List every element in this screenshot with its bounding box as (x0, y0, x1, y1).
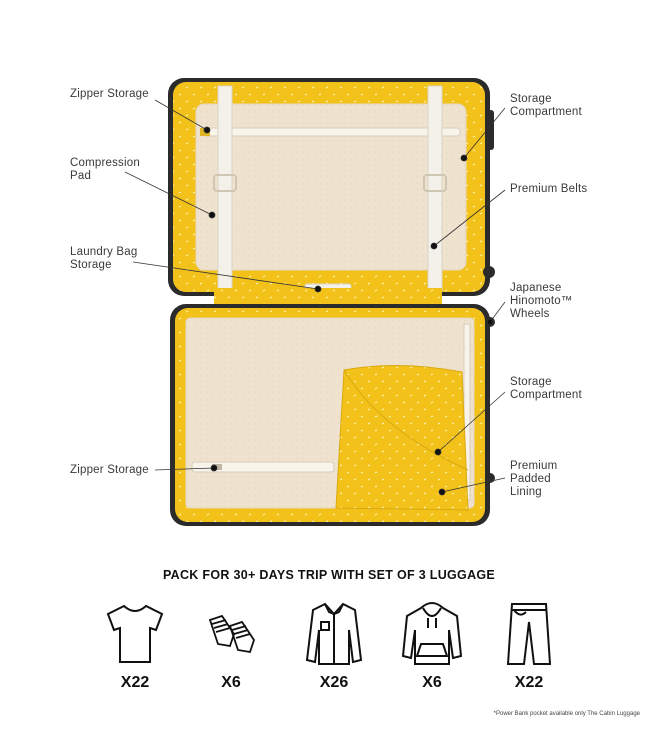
item-trousers: X22 (489, 600, 569, 692)
pack-headline: PACK FOR 30+ DAYS TRIP WITH SET OF 3 LUGGAGE (162, 568, 496, 582)
trousers-icon (498, 600, 560, 666)
item-shoes: X6 (191, 600, 271, 692)
item-tshirts: X22 (95, 600, 175, 692)
belt-right (428, 86, 442, 291)
shirt-icon (303, 600, 365, 666)
callout-zipper-storage-bottom: Zipper Storage (70, 464, 149, 476)
callout-premium-belts: Premium Belts (510, 183, 588, 195)
callout-storage-compartment-top: Storage Compartment (510, 93, 582, 118)
suitcase-base (170, 304, 495, 526)
callout-compression-pad: Compression Pad (70, 157, 140, 182)
callout-wheels: Japanese Hinomoto™ Wheels (510, 282, 573, 320)
hoodie-icon (401, 600, 463, 666)
suitcase-lid (168, 78, 495, 296)
callout-laundry-bag: Laundry Bag Storage (70, 246, 138, 271)
item-shirts: X26 (294, 600, 374, 692)
callout-zipper-storage-top: Zipper Storage (70, 88, 149, 100)
footnote: *Power Bank pocket available only The Cabin Luggage (493, 711, 640, 717)
shoes-icon (200, 600, 262, 666)
callout-padded-lining: Premium Padded Lining (510, 460, 558, 498)
belt-left (218, 86, 232, 291)
tshirt-icon (104, 600, 166, 666)
item-hoodies: X6 (392, 600, 472, 692)
callout-storage-compartment-bottom: Storage Compartment (510, 376, 582, 401)
